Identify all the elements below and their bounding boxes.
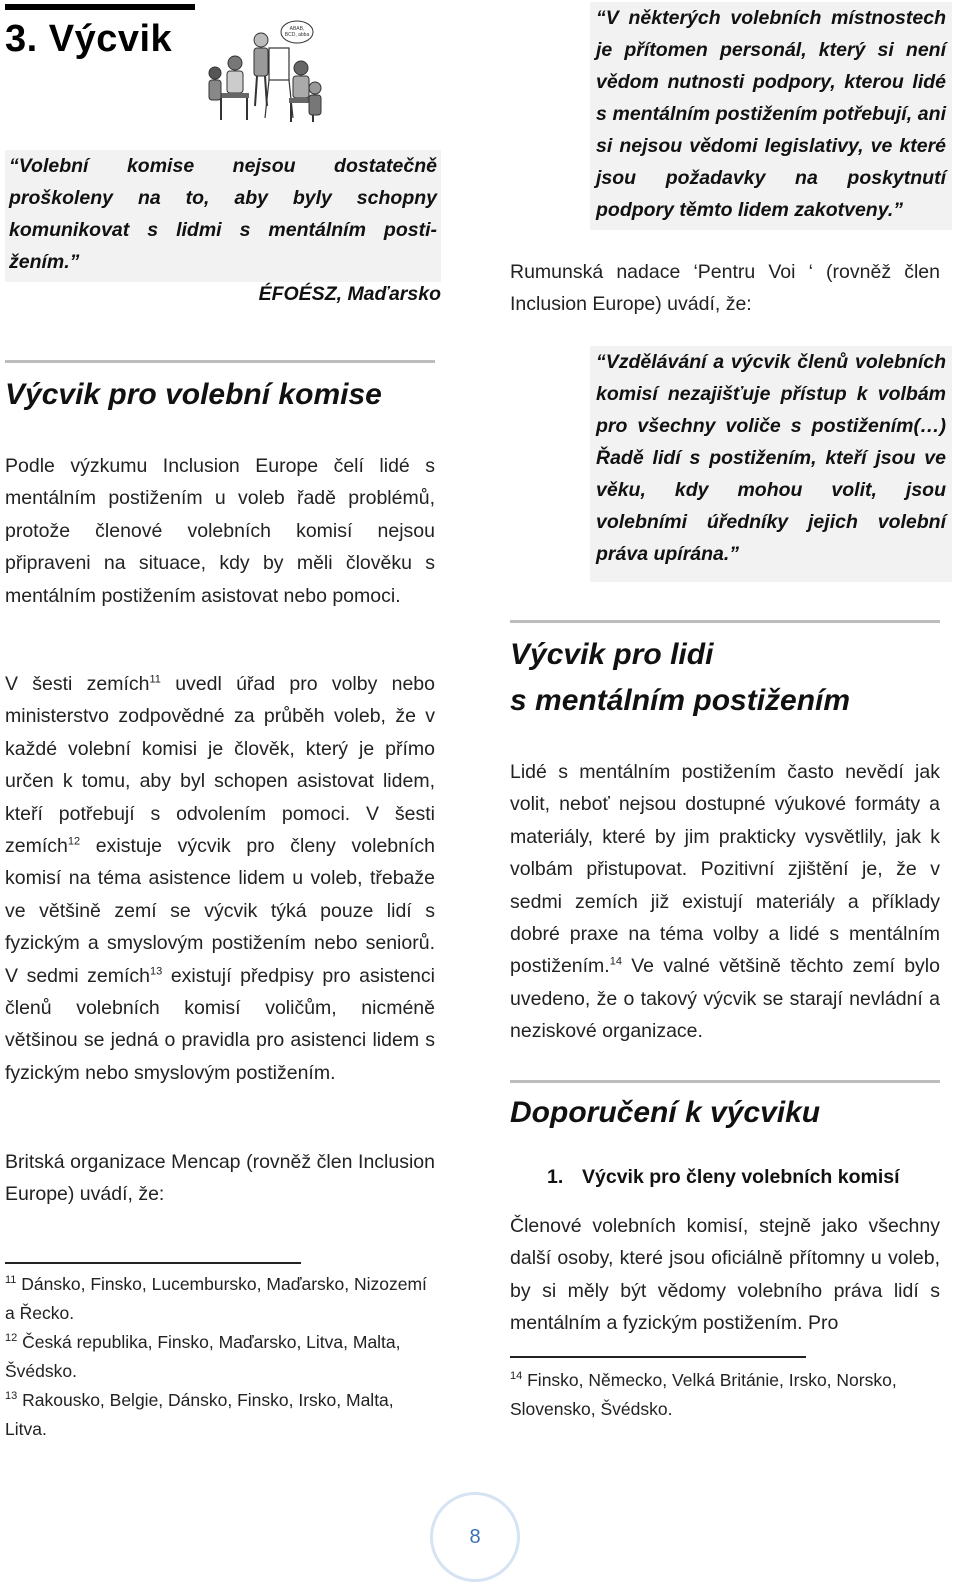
list-number: 1.	[547, 1166, 564, 1188]
section-rule	[510, 1080, 940, 1083]
section-rule	[5, 360, 435, 363]
footnote-rule	[5, 1262, 301, 1264]
footnote-rule	[510, 1356, 806, 1358]
quote-attribution: ÉFOÉSZ, Maďarsko	[258, 283, 441, 305]
footnote-12: $^{12}$ Česká republika, Finsko, Maďarsko, Litva, Malta, Švédsko.	[5, 1332, 401, 1381]
paragraph-research: Podle výzkumu Inclusion Europe čelí lidé s mentálním postižením u voleb řadě problémů, protože členové volebních komisí nejsou připraveni na situace, kdy by měli člověku s mentálním postižením asistovat nebo pomoci.	[5, 455, 435, 607]
paragraph-people: Lidé s mentálním postižením často nevědí jak volit, neboť nejsou dostupné výukové formáty a materiály, které by jim prakticky vysvětlily, jak k volbám přistupovat. Pozitivní zjištění je, že v sedmi zemích již existují materiály a příklady dobré praxe na téma volby a lidé s mentálním postižením.$^{14}$ Ve valné většině těchto zemí bylo uvedeno, že o takový výcvik se starají nevládní a neziskové organizace.	[510, 761, 940, 1043]
section-title-commissions: Výcvik pro volební komise	[5, 378, 382, 411]
svg-text:BCD, abba: BCD, abba	[284, 32, 310, 38]
footnote-14: $^{14}$ Finsko, Německo, Velká Británie, Irsko, Norsko, Slovensko, Švédsko.	[510, 1370, 897, 1419]
paragraph-countries: V šesti zemích$^{11}$ uvedl úřad pro volby nebo ministerstvo zodpovědné za průběh voleb, že v každé volební komisi je člověk, který je přímo určen k tomu, aby byl schopen asistovat lidem, kteří potřebují s odvolením pomoci. V šesti zemích$^{12}$ existuje výcvik pro členy volebních komisí na téma asistence lidem u voleb, třebaže ve většině zemí se výcvik týká pouze lidí s fyzickým a smyslovým postižením nebo seniorů. V sedmi zemích$^{13}$ existují předpisy pro asistenci členů volebních komisí voličům, nicméně většinou se jedná o pravidla pro asistenci lidem s fyzickým nebo smyslovým postižením.	[5, 673, 435, 1084]
paragraph-mencap: Britská organizace Mencap (rovněž člen Inclusion Europe) uvádí, že:	[5, 1151, 435, 1206]
section-rule	[510, 620, 940, 623]
section-title-people: Výcvik pro lidi s mentálním postižením	[510, 638, 851, 717]
quote-efoesz: “Volební komise nejsou dostatečně proškoleny na to, aby byly schopny komunikovat s lidmi s mentálním posti-žením.”	[5, 150, 441, 282]
section-title-recommendations: Doporučení k výcviku	[510, 1096, 821, 1129]
paragraph-recommendation: Členové volebních komisí, stejně jako všechny další osoby, které jsou oficiálně přítomny u voleb, by si měly být vědomy volebního práva lidí s mentálním a fyzickým postižením. Pro	[510, 1215, 940, 1335]
quote-staff: “V některých volebních místnostech je přítomen personál, který si není vědom nutnosti podpory, kterou lidé s mentálním postižením potřebují, ani si nejsou vědomi legislativy, ve které jsou požadavky na poskytnutí podpory těmto lidem zakotveny.”	[590, 2, 952, 230]
footnote-13: $^{13}$ Rakousko, Belgie, Dánsko, Finsko, Irsko, Malta, Litva.	[5, 1390, 394, 1439]
footnote-ref-14: 14	[609, 955, 622, 968]
footnote-ref-12: 12	[67, 835, 81, 848]
list-item-title: Výcvik pro členy volebních komisí	[582, 1166, 900, 1188]
page-number: 8	[430, 1492, 520, 1582]
footnote-11: $^{11}$ Dánsko, Finsko, Lucembursko, Maďarsko, Nizozemí a Řecko.	[5, 1274, 427, 1323]
quote-pentru-voi: “Vzdělávání a výcvik členů volebních komisí nezajišťuje přístup k volbám pro všechny voliče s postižením(…) Řadě lidí s postižením, kteří jsou ve věku, kdy mohou volit, jsou volebními úředníky jejich volební práva upírána.”	[590, 346, 952, 582]
footnote-ref-13: 13	[150, 965, 163, 978]
people-illustration	[205, 18, 325, 128]
heading-bar	[5, 4, 195, 10]
page-heading: 3. Výcvik	[5, 18, 173, 60]
footnote-ref-11: 11	[149, 673, 161, 686]
paragraph-romania: Rumunská nadace ‘Pentru Voi ‘ (rovněž člen Inclusion Europe) uvádí, že:	[510, 261, 940, 316]
svg-text:ABAB,: ABAB,	[289, 26, 305, 32]
